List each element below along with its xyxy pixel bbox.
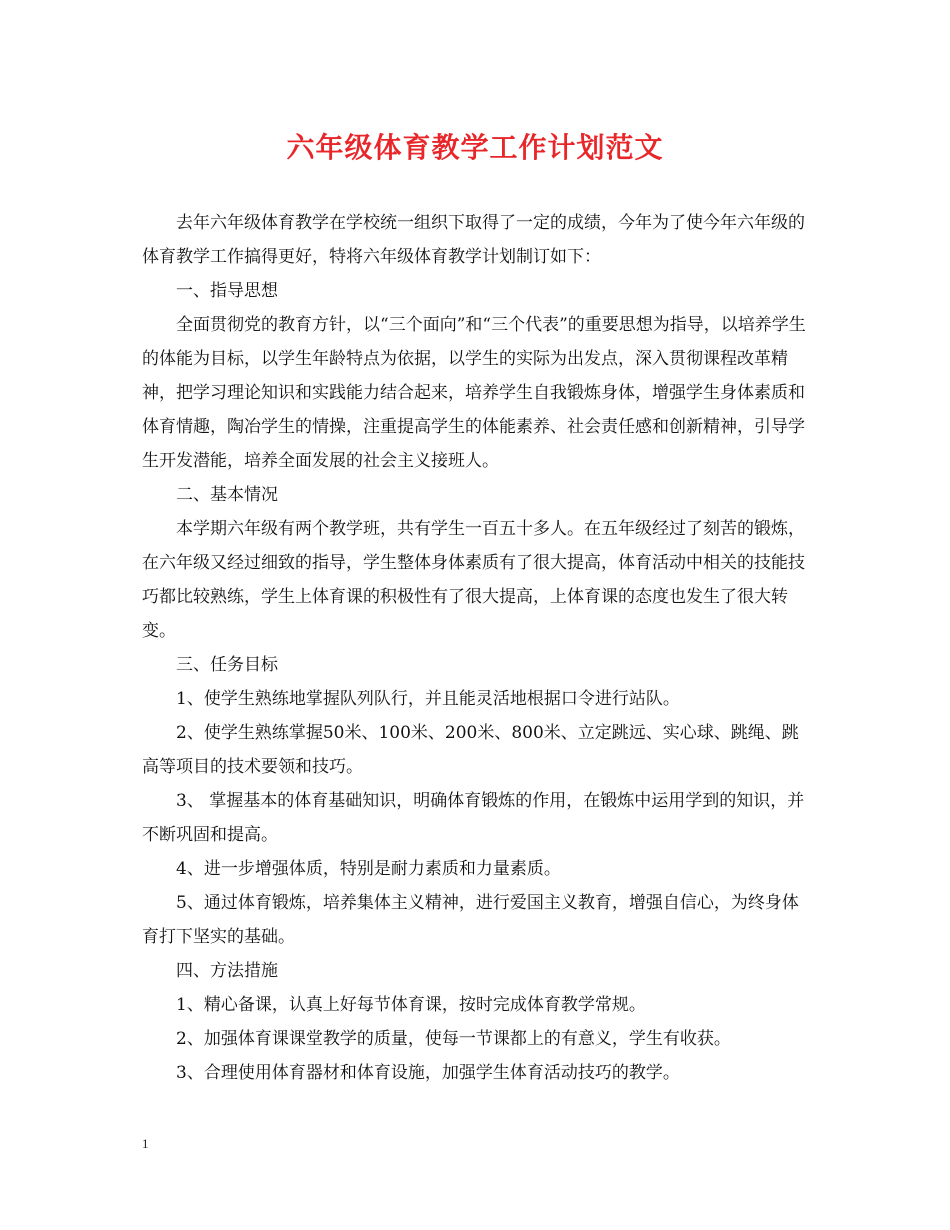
guiding-ideology-paragraph: 全面贯彻党的教育方针，以“三个面向”和“三个代表”的重要思想为指导，以培养学生的体能为目标，以学生年龄特点为依据，以学生的实际为出发点，深入贯彻课程改革精神，把学习理论知识和实践能力结合起来，培养学生自我锻炼身体，增强学生身体素质和体育情趣，陶冶学生的情操，注重提高学生的体能素养、社会责任感和创新精神，引导学生开发潜能，培养全面发展的社会主义接班人。 — [142, 315, 806, 471]
intro-paragraph: 去年六年级体育教学在学校统一组织下取得了一定的成绩，今年为了使今年六年级的体育教学工作搞得更好，特将六年级体育教学计划制订如下： — [142, 213, 805, 267]
task-goal-item-1: 1、使学生熟练地掌握队列队行，并且能灵活地根据口令进行站队。 — [176, 689, 680, 709]
basic-situation-paragraph: 本学期六年级有两个教学班，共有学生一百五十多人。在五年级经过了刻苦的锻炼，在六年级又经过细致的指导，学生整体身体素质有了很大提高，体育活动中相关的技能技巧都比较熟练，学生上体育课的积极性有了很大提高，上体育课的态度也发生了很大转变。 — [142, 519, 805, 641]
document-title: 六年级体育教学工作计划范文 — [286, 131, 664, 164]
method-item-1: 1、精心备课，认真上好每节体育课，按时完成体育教学常规。 — [176, 995, 646, 1015]
method-item-3: 3、合理使用体育器材和体育设施，加强学生体育活动技巧的教学。 — [176, 1063, 680, 1083]
section-heading-basic-situation: 二、基本情况 — [176, 485, 278, 505]
task-goal-item-3: 3、 掌握基本的体育基础知识，明确体育锻炼的作用，在锻炼中运用学到的知识，并不断巩固和提高。 — [142, 791, 805, 845]
document-body — [142, 206, 808, 1090]
page-number: 1 — [142, 1136, 149, 1151]
method-item-2: 2、加强体育课课堂教学的质量，使每一节课都上的有意义，学生有收获。 — [176, 1029, 731, 1049]
task-goal-item-4: 4、进一步增强体质，特别是耐力素质和力量素质。 — [176, 859, 561, 879]
section-heading-guiding-ideology: 一、指导思想 — [176, 281, 278, 301]
section-heading-methods: 四、方法措施 — [176, 961, 278, 981]
section-heading-task-goals: 三、任务目标 — [176, 655, 278, 675]
task-goal-item-2: 2、使学生熟练掌握50米、100米、200米、800米、立定跳远、实心球、跳绳、跳高等项目的技术要领和技巧。 — [142, 723, 799, 777]
task-goal-item-5: 5、通过体育锻炼，培养集体主义精神，进行爱国主义教育，增强自信心，为终身体育打下坚实的基础。 — [142, 893, 799, 947]
